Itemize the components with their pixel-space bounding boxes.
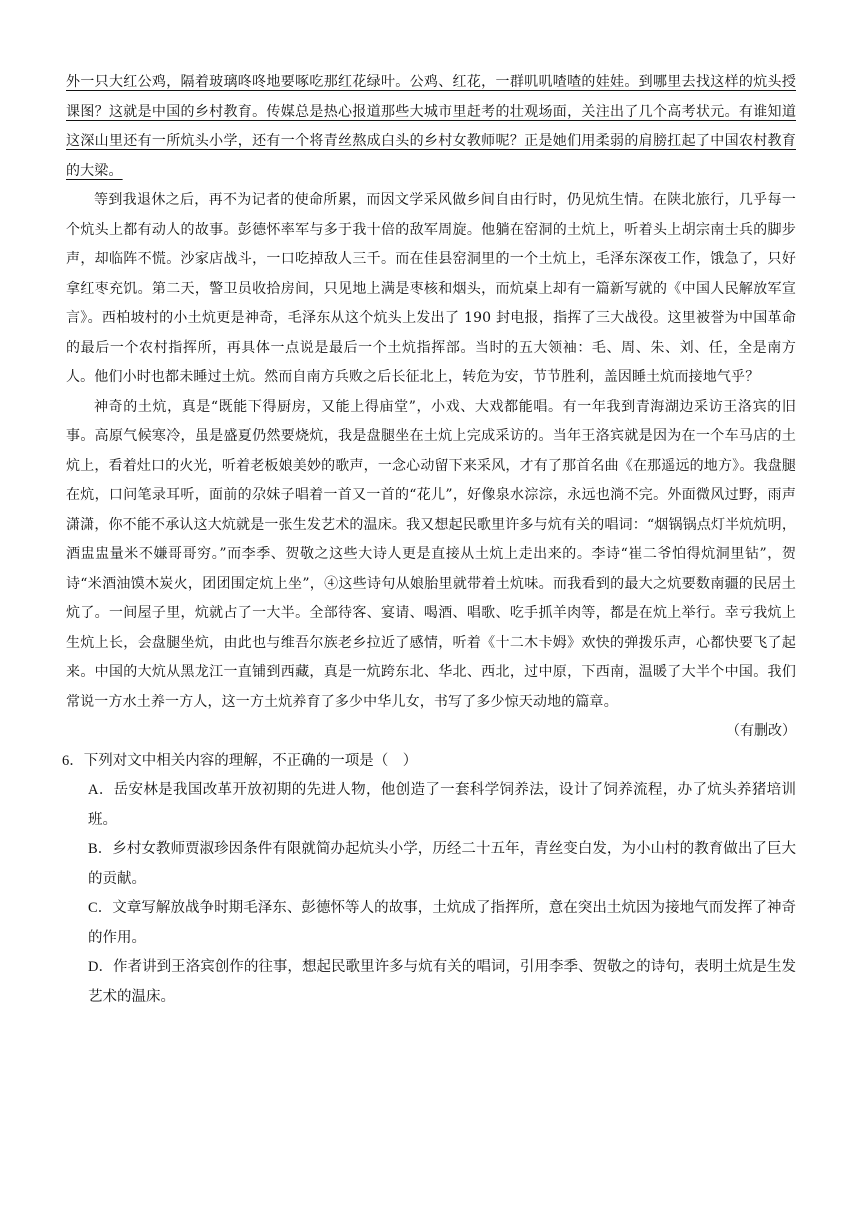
document-page [62, 68, 796, 1012]
underlined-paragraph: 外一只大红公鸡，隔着玻璃咚咚地要啄吃那红花绿叶。公鸡、红花，一群叽叽喳喳的娃娃。到哪里去找这样的炕头授课图？这就是中国的乡村教育。传媒总是热心报道那些大城市里赶考的壮观场面，关注出了几个高考状元。有谁知道这深山里还有一所炕头小学，还有一个将青丝熬成白头的乡村女教师呢？正是她们用柔弱的肩膀扛起了中国农村教育的大梁。 [66, 74, 796, 179]
passage-paragraph-3: 神奇的土炕，真是“既能下得厨房，又能上得庙堂”，小戏、大戏都能唱。有一年我到青海湖边采访王洛宾的旧事。高原气候寒冷，虽是盛夏仍然要烧炕，我是盘腿坐在土炕上完成采访的。当年王洛宾就是因为在一个车马店的土炕上，看着灶口的火光，听着老板娘美妙的歌声，一念心动留下来采风，才有了那首名曲《在那遥远的地方》。我盘腿在炕，口问笔录耳听，面前的尕妹子唱着一首又一首的“花儿”，好像泉水淙淙，永远也淌不完。外面微风过野，雨声潇潇，你不能不承认这大炕就是一张生发艺术的温床。我又想起民歌里许多与炕有关的唱词：“烟锅锅点灯半炕炕明，酒盅盅量米不嫌哥哥穷。”而李季、贺敬之这些大诗人更是直接从土炕上走出来的。李诗“崔二爷怕得炕洞里钻”，贺诗“米酒油馍木炭火，团团围定炕上坐”，④这些诗句从娘胎里就带着土炕味。而我看到的最大之炕要数南疆的民居土炕了。一间屋子里，炕就占了一大半。全部待客、宴请、喝酒、唱歌、吃手抓羊肉等，都是在炕上举行。幸亏我炕上生炕上长，会盘腿坐炕，由此也与维吾尔族老乡拉近了感情，听着《十二木卡姆》欢快的弹拨乐声，心都快要飞了起来。中国的大炕从黑龙江一直铺到西藏，真是一炕跨东北、华北、西北，过中原，下西南，温暖了大半个中国。我们常说一方水土养一方人，这一方土炕养育了多少中华儿女，书写了多少惊天动地的篇章。 [66, 398, 796, 710]
option-b: B．乡村女教师贾淑珍因条件有限就简办起炕头小学，历经二十五年，青丝变白发，为小山村的教育做出了巨大的贡献。 [88, 841, 796, 887]
passage-paragraph-2: 等到我退休之后，再不为记者的使命所累，而因文学采风做乡间自由行时，仍见炕生情。在陕北旅行，几乎每一个炕头上都有动人的故事。彭德怀率军与多于我十倍的敌军周旋。他躺在窑洞的土炕上，听着头上胡宗南士兵的脚步声，却临阵不慌。沙家店战斗，一口吃掉敌人三千。而在佳县窑洞里的一个土炕上，毛泽东深夜工作，饿急了，只好拿红枣充饥。第二天，警卫员收拾房间，只见地上满是枣核和烟头，而炕桌上却有一篇新写就的《中国人民解放军宣言》。西柏坡村的小土炕更是神奇，毛泽东从这个炕头上发出了 190 封电报，指挥了三大战役。这里被誉为中国革命的最后一个农村指挥所，再具体一点说是最后一个土炕指挥部。当时的五大领袖：毛、周、朱、刘、任，全是南方人。他们小时也都未睡过土炕。然而自南方兵败之后长征北上，转危为安，节节胜利，盖因睡土炕而接地气乎？ [66, 192, 796, 385]
attribution-note: （有删改） [726, 723, 796, 739]
question-stem: 6．下列对文中相关内容的理解，不正确的一项是（ ） [62, 752, 418, 769]
question-6 [62, 747, 796, 1013]
option-c: C．文章写解放战争时期毛泽东、彭德怀等人的故事，土炕成了指挥所，意在突出土炕因为接地气而发挥了神奇的作用。 [88, 900, 796, 946]
option-d: D．作者讲到王洛宾创作的往事，想起民歌里许多与炕有关的唱词，引用李季、贺敬之的诗句，表明土炕是生发艺术的温床。 [88, 959, 796, 1005]
option-a: A．岳安林是我国改革开放初期的先进人物，他创造了一套科学饲养法，设计了饲养流程，办了炕头养猪培训班。 [88, 782, 796, 828]
reading-passage [66, 68, 796, 717]
